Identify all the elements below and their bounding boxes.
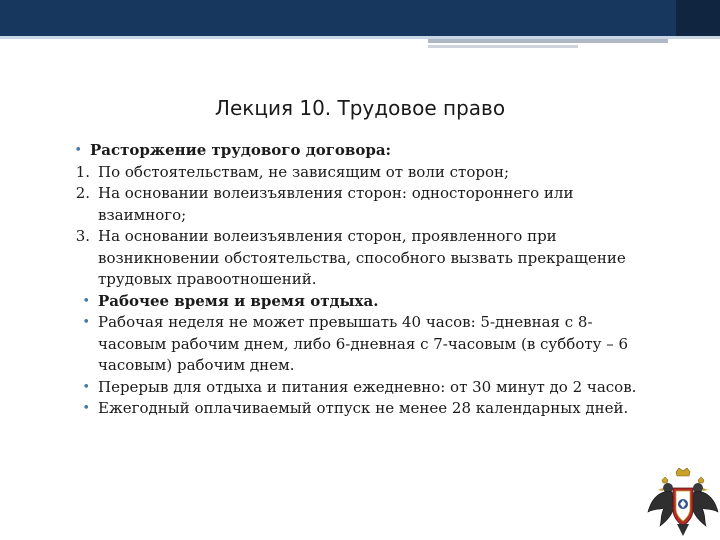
double-headed-eagle-crest-icon (646, 466, 720, 540)
item-text: Ежегодный оплачиваемый отпуск не менее 28 календарных дней. (98, 399, 629, 417)
bullet-marker: • (74, 143, 82, 158)
bullet-marker: • (82, 315, 90, 330)
item-text: На основании волеизъявления сторон, проявленного при возникновении обстоятельства, способного вызвать прекращение трудовых правоотношений. (98, 227, 626, 288)
header-accent (676, 0, 720, 36)
slide-body (0, 140, 650, 420)
item-text: Рабочая неделя не может превышать 40 часов: 5-дневная с 8-часовым рабочим днем, либо 6-дневная с 7-часовым (в субботу – 6 часовым) рабочим днем. (98, 313, 629, 374)
list-item (0, 162, 650, 184)
header-bar (0, 0, 720, 36)
header-stripe-secondary (428, 39, 668, 43)
list-item (0, 140, 650, 162)
item-text: По обстоятельствам, не зависящим от воли сторон; (98, 162, 510, 181)
list-item (0, 398, 650, 420)
header-stripe-tertiary (428, 45, 578, 48)
bullet-marker: • (82, 379, 90, 395)
list-item (0, 377, 650, 399)
item-text: Рабочее время и время отдыха. (98, 291, 379, 310)
number-marker: 1. (75, 162, 90, 181)
list-item (0, 183, 650, 226)
list-item (0, 291, 650, 313)
list-item (0, 312, 650, 377)
number-marker: 2. (75, 184, 90, 202)
slide-title: Лекция 10. Трудовое право (214, 96, 506, 120)
list-item (0, 226, 650, 291)
item-text: На основании волеизъявления сторон: одностороннего или взаимного; (98, 184, 574, 224)
bullet-marker: • (82, 293, 90, 309)
number-marker: 3. (75, 227, 90, 245)
item-text: Перерыв для отдыха и питания ежедневно: от 30 минут до 2 часов. (98, 377, 637, 396)
item-text: Расторжение трудового договора: (90, 141, 392, 159)
bullet-marker: • (82, 401, 90, 416)
